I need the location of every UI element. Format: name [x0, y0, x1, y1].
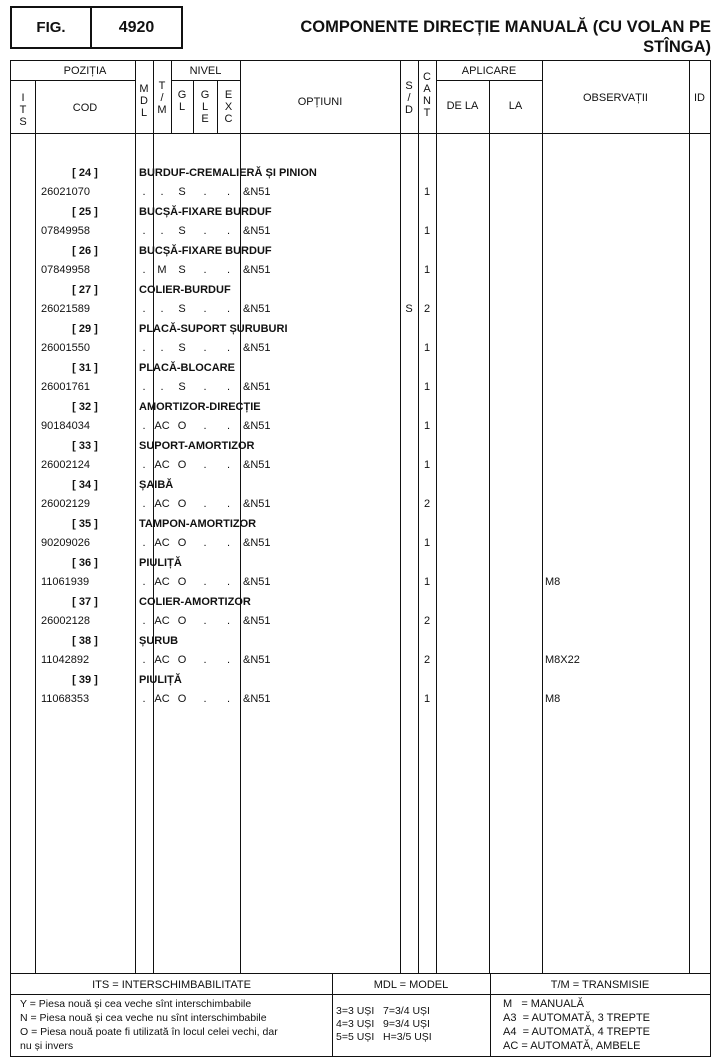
part-observation: M8: [545, 693, 561, 705]
part-exc: .: [226, 498, 231, 510]
part-code: 26002129: [41, 498, 90, 510]
fig-label: FIG.: [36, 19, 66, 36]
legend-mdl-line: 4=3 UȘI 9=3/4 UȘI: [336, 1018, 430, 1030]
part-position: [ 34 ]: [72, 479, 98, 491]
part-option: &N51: [243, 303, 271, 315]
part-name: COLIER-AMORTIZOR: [139, 596, 251, 608]
part-quantity: 1: [423, 693, 431, 705]
part-quantity: 2: [423, 654, 431, 666]
part-option: &N51: [243, 186, 271, 198]
part-gl: S: [178, 264, 186, 276]
page-title-line2: STÎNGA): [643, 38, 711, 56]
part-mdl: .: [142, 381, 146, 393]
part-exc: .: [226, 186, 231, 198]
part-tm: M: [157, 264, 167, 276]
legend-its-lines: [20, 998, 330, 1055]
legend-tm-line: AC = AUTOMATĂ, AMBELE: [503, 1040, 641, 1052]
part-mdl: .: [142, 654, 146, 666]
col-header-la: LA: [508, 100, 523, 112]
part-position: [ 32 ]: [72, 401, 98, 413]
part-gl: O: [177, 654, 187, 666]
part-mdl: .: [142, 537, 146, 549]
part-tm: AC: [154, 693, 170, 705]
part-tm: AC: [154, 498, 170, 510]
part-mdl: .: [142, 615, 146, 627]
part-name: ȘAIBĂ: [139, 479, 174, 491]
part-gle: .: [203, 225, 207, 237]
part-position: [ 36 ]: [72, 557, 98, 569]
part-gle: .: [203, 654, 207, 666]
part-gl: O: [177, 537, 187, 549]
part-name: PIULIȚĂ: [139, 557, 182, 569]
part-quantity: 2: [423, 498, 431, 510]
part-gle: .: [203, 303, 207, 315]
part-code: 90184034: [41, 420, 90, 432]
part-quantity: 2: [423, 303, 431, 315]
part-exc: .: [226, 537, 231, 549]
part-gle: .: [203, 537, 207, 549]
part-exc: .: [226, 381, 231, 393]
part-tm: AC: [154, 654, 170, 666]
part-position: [ 37 ]: [72, 596, 98, 608]
part-code: 11061939: [41, 576, 90, 588]
col-header-aplicare: APLICARE: [461, 65, 517, 77]
part-gl: S: [178, 381, 186, 393]
legend-its-line: N = Piesa nouă și cea veche nu sînt interschimbabile: [20, 1012, 267, 1024]
legend-tm-lines: [503, 998, 708, 1054]
part-observation: M8X22: [545, 654, 580, 666]
part-gle: .: [203, 186, 207, 198]
part-exc: .: [226, 615, 231, 627]
part-code: 90209026: [41, 537, 90, 549]
part-gl: O: [177, 693, 187, 705]
part-position: [ 27 ]: [72, 284, 98, 296]
part-option: &N51: [243, 654, 271, 666]
part-quantity: 1: [423, 381, 431, 393]
part-gle: .: [203, 381, 207, 393]
part-mdl: .: [142, 459, 146, 471]
part-tm: .: [160, 186, 164, 198]
part-position: [ 39 ]: [72, 674, 98, 686]
part-name: AMORTIZOR-DIRECȚIE: [139, 401, 261, 413]
part-tm: .: [160, 381, 164, 393]
part-position: [ 31 ]: [72, 362, 98, 374]
part-option: &N51: [243, 498, 271, 510]
part-mdl: .: [142, 420, 146, 432]
part-code: 26021589: [41, 303, 90, 315]
col-header-pozitia: POZIȚIA: [63, 65, 107, 77]
legend-its-title: ITS = INTERSCHIMBABILITATE: [92, 979, 251, 991]
part-name: PLACĂ-SUPORT ȘURUBURI: [139, 323, 288, 335]
col-header-tm: T / M: [157, 80, 167, 116]
part-name: BUCȘĂ-FIXARE BURDUF: [139, 206, 272, 218]
part-gl: S: [178, 342, 186, 354]
col-header-optiuni: OPȚIUNI: [297, 96, 343, 108]
legend-its-line: O = Piesa nouă poate fi utilizată în locul celei vechi, dar: [20, 1026, 278, 1038]
part-code: 11042892: [41, 654, 90, 666]
part-mdl: .: [142, 186, 146, 198]
part-mdl: .: [142, 303, 146, 315]
part-name: PLACĂ-BLOCARE: [139, 362, 235, 374]
part-tm: .: [160, 225, 164, 237]
part-code: 26001550: [41, 342, 90, 354]
col-header-gl: G L: [177, 89, 187, 113]
part-name: TAMPON-AMORTIZOR: [139, 518, 257, 530]
part-option: &N51: [243, 537, 271, 549]
part-gl: S: [178, 225, 186, 237]
part-gle: .: [203, 576, 207, 588]
part-tm: AC: [154, 420, 170, 432]
part-gl: O: [177, 615, 187, 627]
part-tm: AC: [154, 459, 170, 471]
col-header-exc: E X C: [224, 89, 233, 125]
part-exc: .: [226, 342, 231, 354]
part-position: [ 26 ]: [72, 245, 98, 257]
part-code: 26001761: [41, 381, 90, 393]
part-quantity: 2: [423, 615, 431, 627]
part-code: 26002124: [41, 459, 90, 471]
col-header-gle: G L E: [200, 89, 210, 125]
legend-mdl-line: 5=5 UȘI H=3/5 UȘI: [336, 1031, 432, 1043]
part-option: &N51: [243, 225, 271, 237]
part-position: [ 29 ]: [72, 323, 98, 335]
legend-tm-line: A4 = AUTOMATĂ, 4 TREPTE: [503, 1026, 651, 1038]
part-code: 07849958: [41, 264, 90, 276]
part-gle: .: [203, 498, 207, 510]
part-gl: O: [177, 498, 187, 510]
part-gle: .: [203, 615, 207, 627]
legend-tm-line: A3 = AUTOMATĂ, 3 TREPTE: [503, 1012, 651, 1024]
part-gle: .: [203, 420, 207, 432]
part-option: &N51: [243, 615, 271, 627]
page-title-line1: COMPONENTE DIRECȚIE MANUALĂ (CU VOLAN PE: [300, 18, 711, 36]
part-position: [ 25 ]: [72, 206, 98, 218]
part-option: &N51: [243, 420, 271, 432]
legend-mdl-lines: [336, 1005, 488, 1044]
part-gl: O: [177, 420, 187, 432]
col-header-its: I T S: [19, 92, 27, 128]
part-gle: .: [203, 459, 207, 471]
part-code: 26021070: [41, 186, 90, 198]
legend-its-line: nu și invers: [20, 1040, 74, 1052]
part-name: COLIER-BURDUF: [139, 284, 231, 296]
part-name: PIULIȚĂ: [139, 674, 182, 686]
legend-mdl-line: 3=3 UȘI 7=3/4 UȘI: [336, 1005, 430, 1017]
part-name: BUCȘĂ-FIXARE BURDUF: [139, 245, 272, 257]
fig-number: 4920: [118, 19, 155, 36]
part-mdl: .: [142, 498, 146, 510]
part-name: SUPORT-AMORTIZOR: [139, 440, 255, 452]
part-gl: O: [177, 576, 187, 588]
fig-box: [10, 6, 183, 49]
col-header-mdl: M D L: [139, 83, 149, 119]
part-position: [ 24 ]: [72, 167, 98, 179]
part-exc: .: [226, 576, 231, 588]
part-position: [ 38 ]: [72, 635, 98, 647]
col-header-cant: C A N T: [423, 71, 431, 119]
part-code: 11068353: [41, 693, 90, 705]
part-gl: S: [178, 186, 186, 198]
part-quantity: 1: [423, 576, 431, 588]
part-exc: .: [226, 420, 231, 432]
part-sd: S: [405, 303, 413, 315]
legend-tm-line: M = MANUALĂ: [503, 998, 584, 1010]
part-mdl: .: [142, 264, 146, 276]
part-tm: AC: [154, 537, 170, 549]
col-header-cod: COD: [72, 102, 98, 114]
page-title: [200, 16, 711, 60]
part-quantity: 1: [423, 225, 431, 237]
part-option: &N51: [243, 342, 271, 354]
part-option: &N51: [243, 381, 271, 393]
part-exc: .: [226, 693, 231, 705]
part-quantity: 1: [423, 264, 431, 276]
part-tm: .: [160, 303, 164, 315]
part-mdl: .: [142, 225, 146, 237]
part-gle: .: [203, 264, 207, 276]
legend-mdl-title: MDL = MODEL: [373, 979, 449, 991]
part-option: &N51: [243, 693, 271, 705]
part-position: [ 33 ]: [72, 440, 98, 452]
legend-tm-title: T/M = TRANSMISIE: [550, 979, 650, 991]
part-option: &N51: [243, 576, 271, 588]
part-exc: .: [226, 459, 231, 471]
col-header-observatii: OBSERVAȚII: [582, 92, 648, 104]
col-header-nivel: NIVEL: [189, 65, 222, 77]
part-code: 07849958: [41, 225, 90, 237]
col-header-dela: DE LA: [446, 100, 479, 112]
part-observation: M8: [545, 576, 561, 588]
part-gle: .: [203, 693, 207, 705]
part-quantity: 1: [423, 342, 431, 354]
part-exc: .: [226, 264, 231, 276]
part-mdl: .: [142, 693, 146, 705]
legend-its-line: Y = Piesa nouă și cea veche sînt interschimbabile: [20, 998, 252, 1010]
part-tm: .: [160, 342, 164, 354]
part-quantity: 1: [423, 459, 431, 471]
part-position: [ 35 ]: [72, 518, 98, 530]
part-tm: AC: [154, 576, 170, 588]
part-option: &N51: [243, 459, 271, 471]
part-mdl: .: [142, 342, 146, 354]
part-quantity: 1: [423, 537, 431, 549]
part-option: &N51: [243, 264, 271, 276]
part-quantity: 1: [423, 420, 431, 432]
part-exc: .: [226, 303, 231, 315]
part-gl: O: [177, 459, 187, 471]
col-header-id: ID: [694, 92, 705, 104]
part-gle: .: [203, 342, 207, 354]
col-header-sd: S / D: [405, 80, 413, 116]
part-gl: S: [178, 303, 186, 315]
part-name: BURDUF-CREMALIERĂ ȘI PINION: [139, 167, 317, 179]
part-exc: .: [226, 225, 231, 237]
part-quantity: 1: [423, 186, 431, 198]
part-mdl: .: [142, 576, 146, 588]
part-exc: .: [226, 654, 231, 666]
part-code: 26002128: [41, 615, 90, 627]
part-name: ȘURUB: [139, 635, 179, 647]
part-tm: AC: [154, 615, 170, 627]
